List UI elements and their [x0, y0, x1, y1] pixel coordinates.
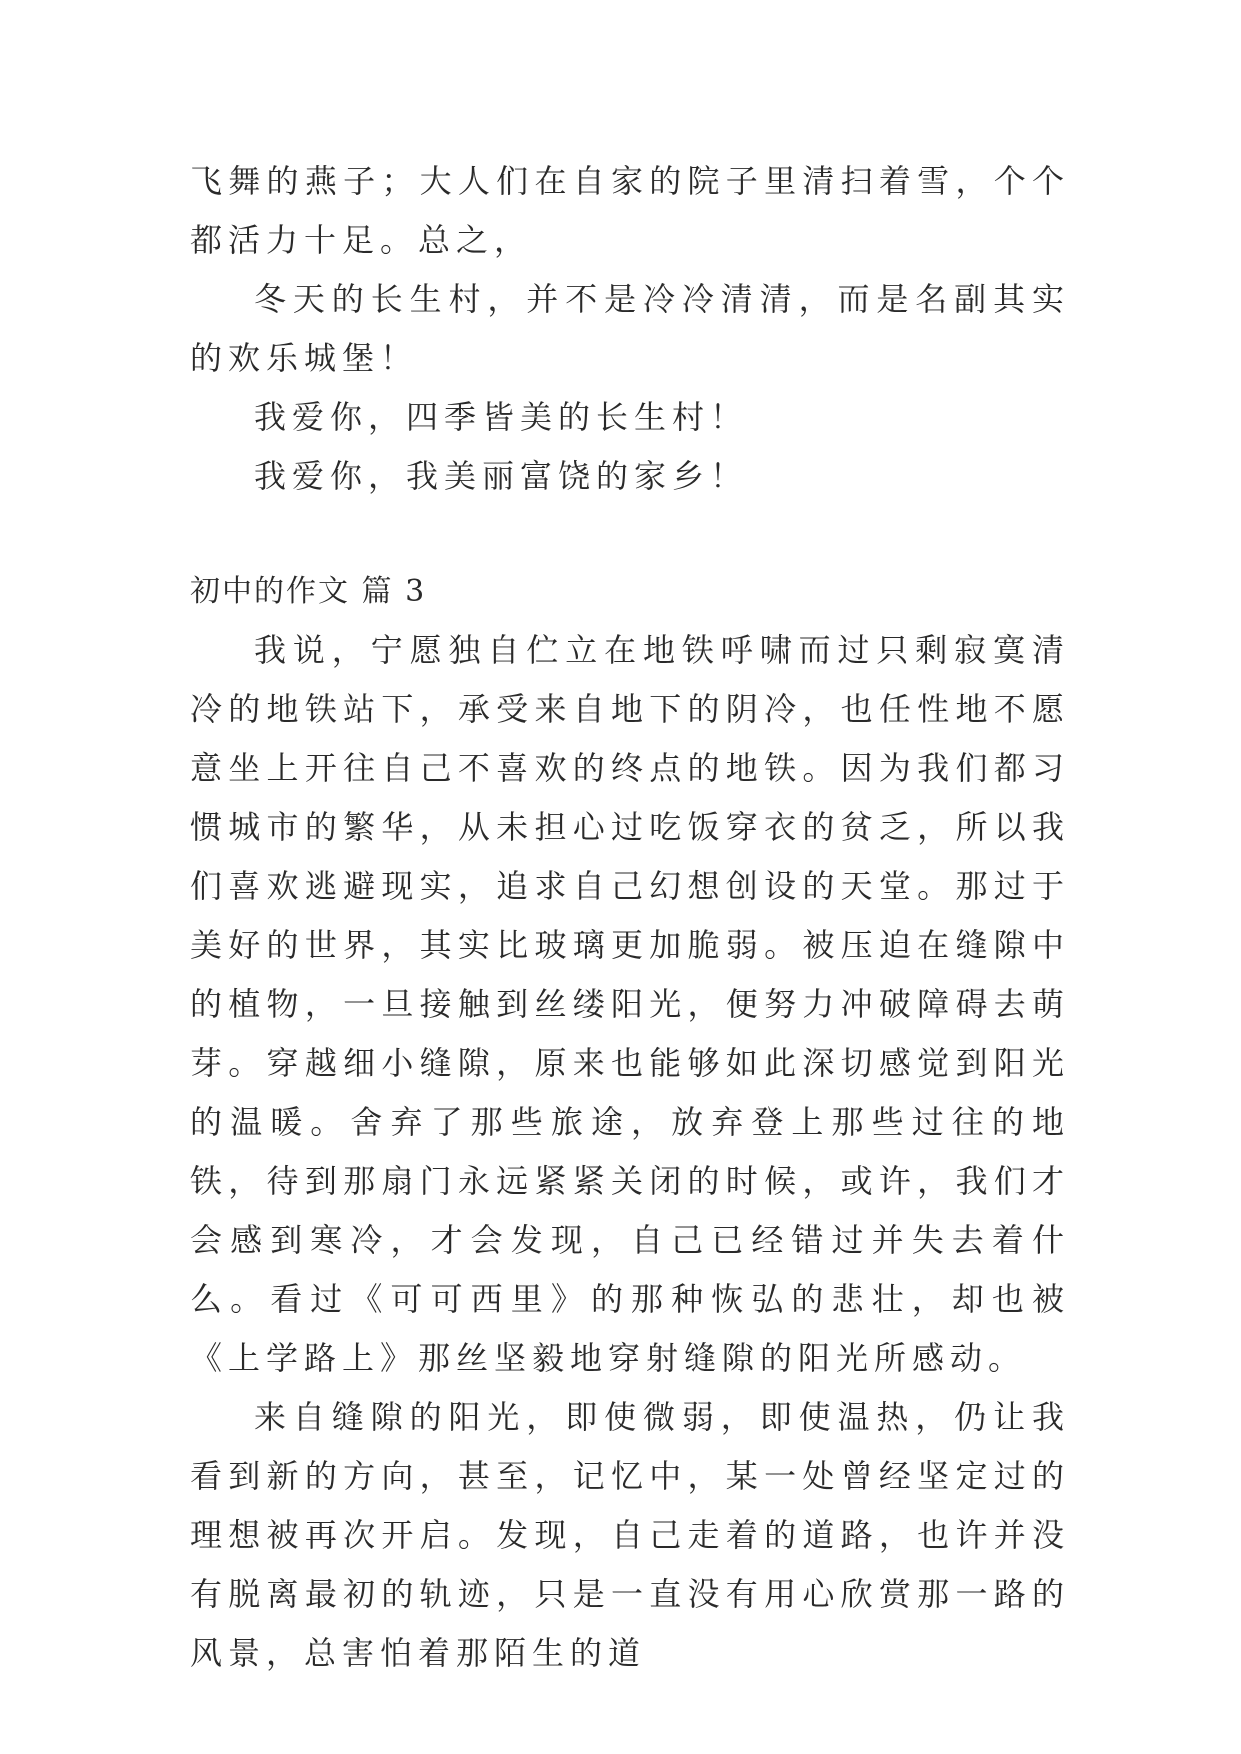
- paragraph-3: 我爱你，四季皆美的长生村！: [254, 398, 749, 436]
- document-body: [190, 152, 1070, 1683]
- paragraph-1: 飞舞的燕子；大人们在自家的院子里清扫着雪，个个都活力十足。总之，: [190, 162, 1070, 259]
- paragraph-6: 来自缝隙的阳光，即使微弱，即使温热，仍让我看到新的方向，甚至，记忆中，某一处曾经坚定过的理想被再次开启。发现，自己走着的道路，也许并没有脱离最初的轨迹，只是一直没有用心欣赏那一路的风景，总害怕着那陌生的道: [190, 1398, 1070, 1672]
- paragraph-4: 我爱你，我美丽富饶的家乡！: [254, 457, 749, 495]
- section-heading: 初中的作文 篇 3: [190, 574, 427, 609]
- paragraph-5: 我说，宁愿独自伫立在地铁呼啸而过只剩寂寞清冷的地铁站下，承受来自地下的阴冷，也任性地不愿意坐上开往自己不喜欢的终点的地铁。因为我们都习惯城市的繁华，从未担心过吃饭穿衣的贫乏，所以我们喜欢逃避现实，追求自己幻想创设的天堂。那过于美好的世界，其实比玻璃更加脆弱。被压迫在缝隙中的植物，一旦接触到丝缕阳光，便努力冲破障碍去萌芽。穿越细小缝隙，原来也能够如此深切感觉到阳光的温暖。舍弃了那些旅途，放弃登上那些过往的地铁，待到那扇门永远紧紧关闭的时候，或许，我们才会感到寒冷，才会发现，自己已经错过并失去着什么。看过《可可西里》的那种恢弘的悲壮，却也被《上学路上》那丝坚毅地穿射缝隙的阳光所感动。: [190, 631, 1070, 1377]
- paragraph-2: 冬天的长生村，并不是冷冷清清，而是名副其实的欢乐城堡！: [190, 280, 1070, 377]
